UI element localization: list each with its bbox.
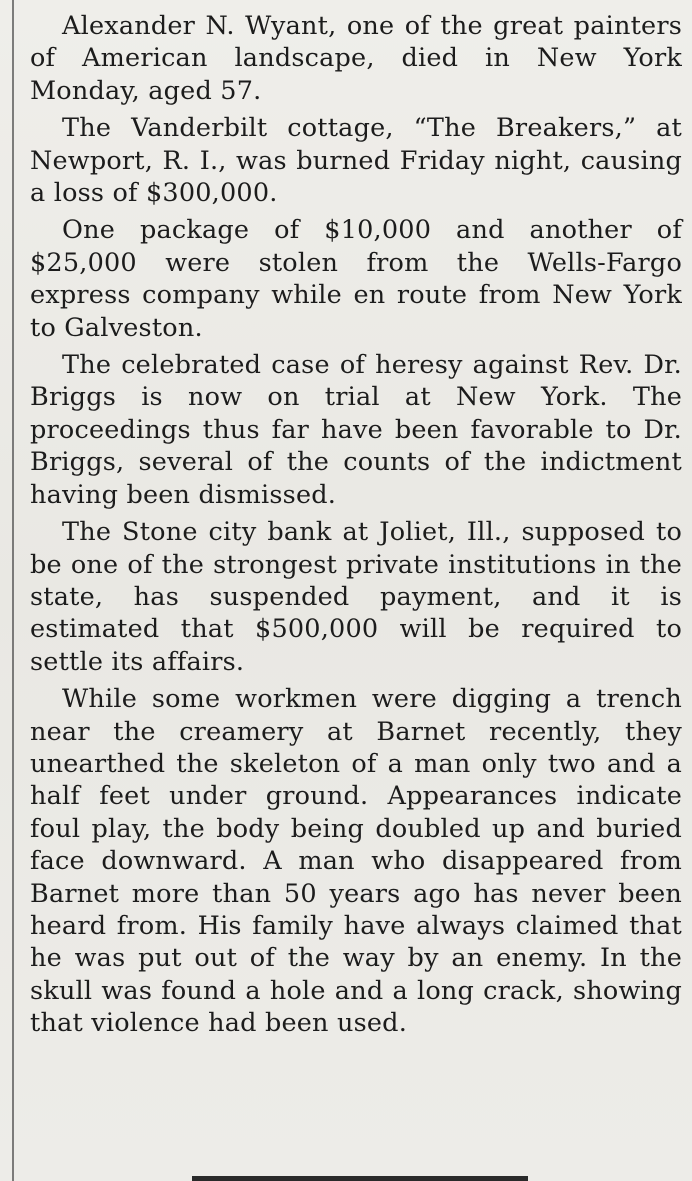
news-item-wyant: Alexander N. Wyant, one of the great painters of American landscape, died in New York Monday, aged 57. <box>30 11 682 106</box>
news-item-wells-fargo: One package of $10,000 and another of $25,000 were stolen from the Wells-Fargo express company while en route from New York to Galveston. <box>30 215 682 343</box>
column-rule <box>12 0 14 1181</box>
news-item-briggs: The celebrated case of heresy against Rev. Dr. Briggs is now on trial at New York. The proceedings thus far have been favorable to Dr. Briggs, several of the counts of the indictment having been dismissed. <box>30 350 682 510</box>
news-item-barnet-skeleton: While some workmen were digging a trench near the creamery at Barnet recently, they unearthed the skeleton of a man only two and a half feet under ground. Appearances indicate foul play, the body being doubled up and buried face downward. A man who disappeared from Barnet more than 50 years ago has never been heard from. His family have always claimed that he was put out of the way by an enemy. In the skull was found a hole and a long crack, showing that violence had been used. <box>30 684 682 1039</box>
news-column <box>30 10 682 1045</box>
news-item-joliet-bank: The Stone city bank at Joliet, Ill., supposed to be one of the strongest private institutions in the state, has suspended payment, and it is estimated that $500,000 will be required to settle its affairs. <box>30 517 682 677</box>
news-item-breakers: The Vanderbilt cottage, “The Breakers,” at Newport, R. I., was burned Friday night, causing a loss of $300,000. <box>30 113 682 209</box>
section-divider <box>192 1176 528 1181</box>
